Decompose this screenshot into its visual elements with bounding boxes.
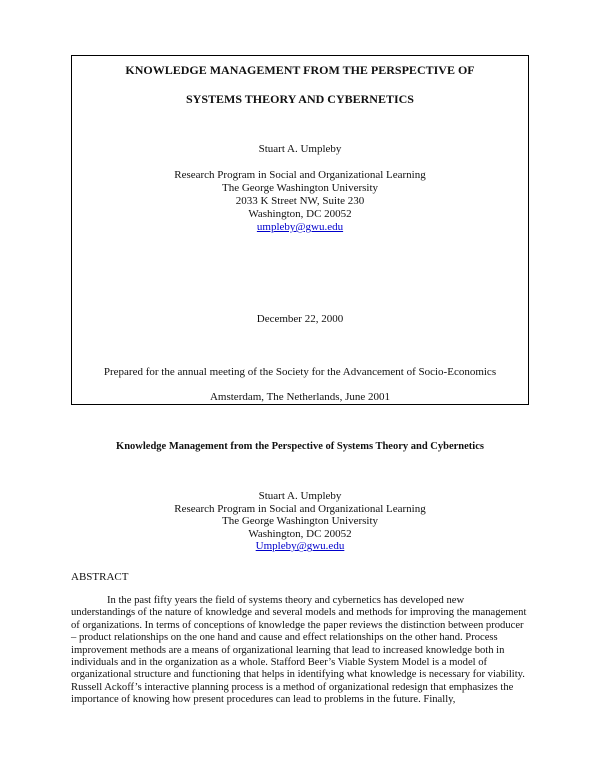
abstract-heading: ABSTRACT <box>71 571 129 583</box>
cover-title-line-2: SYSTEMS THEORY AND CYBERNETICS <box>186 92 414 106</box>
cover-affiliation-line-4: Washington, DC 20052 <box>248 208 352 220</box>
abstract-paragraph: In the past fifty years the field of systems theory and cybernetics has developed new understandings of the nature of knowledge and several models and methods for improving the management of organizations. In terms of conceptions of knowledge the paper reviews the distinction between producer – product relationships on the one hand and cause and effect relationships on the other hand. Process improvement methods are a means of organizational learning that lead to increased knowledge both in individuals and in the organization as a whole. Stafford Beer’s Viable System Model is a model of organizational structure and functioning that helps in identifying what knowledge is necessary for viability. Russell Ackoff’s interactive planning process is a method of organizational redesign that emphasizes the importance of knowing how present procedures can lead to problems in the future. Finally, <box>71 595 527 706</box>
paper-affiliation-line-3: Washington, DC 20052 <box>248 527 352 540</box>
cover-email-row <box>72 221 528 234</box>
cover-affiliation-line-1: Research Program in Social and Organizational Learning <box>174 169 426 181</box>
cover-author: Stuart A. Umpleby <box>258 143 342 155</box>
cover-prepared-for: Prepared for the annual meeting of the Society for the Advancement of Socio-Economics <box>103 366 497 378</box>
cover-title-box <box>71 55 529 405</box>
paper-author: Stuart A. Umpleby <box>258 490 342 502</box>
cover-email-link[interactable]: umpleby@gwu.edu <box>256 221 344 233</box>
paper-email-link[interactable]: Umpleby@gwu.edu <box>255 540 345 553</box>
cover-location: Amsterdam, The Netherlands, June 2001 <box>209 391 391 403</box>
paper-affiliation-line-1: Research Program in Social and Organizational Learning <box>174 502 426 515</box>
paper-affiliation-line-2: The George Washington University <box>221 515 379 528</box>
paper-title: Knowledge Management from the Perspective of Systems Theory and Cybernetics <box>116 441 484 452</box>
cover-affiliation-line-3: 2033 K Street NW, Suite 230 <box>235 195 365 207</box>
cover-affiliation-line-2: The George Washington University <box>221 182 379 194</box>
paper-author-block <box>0 490 600 553</box>
abstract-body <box>71 595 529 707</box>
cover-title-line-1: KNOWLEDGE MANAGEMENT FROM THE PERSPECTIVE OF <box>125 63 475 77</box>
cover-date: December 22, 2000 <box>256 313 344 325</box>
